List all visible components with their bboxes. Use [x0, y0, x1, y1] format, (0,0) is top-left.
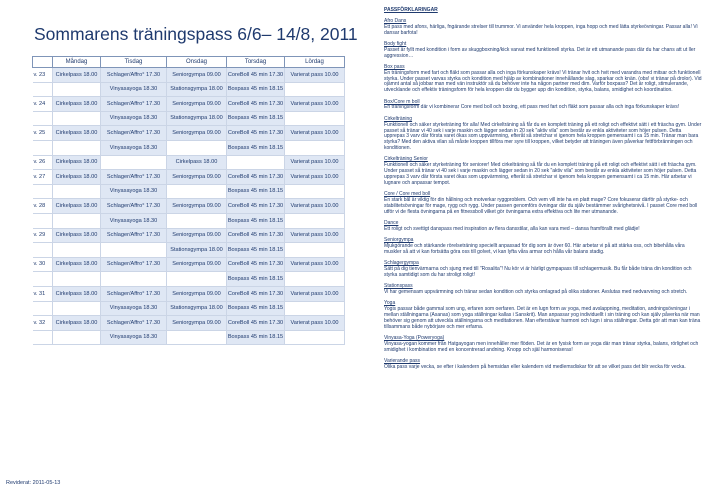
section-body: Funktionell och säker styrketräning för alla! Med cirkelträning så får du en komplett träning på ett roligt och effektivt sätt i ett fräscha gym. Under passet så tränar vi 40 sek i varje maskin och lägger sedan in 20 sek "aktiv vila" som består av enkla aktiviteter som höjer pulsen. Detta upprepas 3 varv där första varet ökas som uppvärmning, efteråt så stretchar vi igenom hela kroppen gemensamt i ca 15 min. Tränar man bara styrka? Med den aktiva vilan så måste kroppen tillföra mer syre till kroppen, vilket betyder att träningen även påverkar fettförbränningen och konditionen.	[384, 121, 702, 152]
class-cell: CoreBoll 45 min 17.30	[227, 170, 285, 185]
empty-cell	[53, 301, 101, 316]
empty-cell	[101, 243, 167, 258]
header-day: Onsdag	[167, 57, 227, 68]
class-cell: CoreBoll 45 min 17.30	[227, 286, 285, 301]
class-cell: CoreBoll 45 min 17.30	[227, 199, 285, 214]
description-section	[384, 157, 702, 186]
section-title: Schlagergympa	[384, 260, 419, 267]
empty-cell	[53, 82, 101, 97]
empty-cell	[167, 184, 227, 199]
class-cell: Seniorgympa 09.00	[167, 316, 227, 331]
section-body: En träningsform med fart och fläkt som passar alla och inga förkunskaper krävs! Vi tränar hvit och hvit med varandra med mitsar och funktionell styrka. Under passet varvas styrka och kondition med hjälp av kombinationer innehållande slag, sparkar och knän. (obs! vi tränar på drolor). Vid ojämnt antal så jobbar man med vän instruktör så du behöver inte ha någon partner med dim. Varför boxpass? Det är roligt, stimulerande, utvecklande och effektiv träningsform för hela kroppen där du bygger upp din kondition, styrka, balans, smidighet och koordination.	[384, 69, 702, 94]
empty-cell	[167, 272, 227, 287]
class-cell: Cirkelpass 18.00	[53, 68, 101, 83]
section-body: Sätt på dig tienvärmarna och sjung med till "Rosalita"! Nu kör vi är härligt gympapass till schlagermusik. Bu får både träna din kondition och styrka samtidigt som du har stroligt roligt!	[384, 266, 692, 278]
class-cell: Seniorgympa 09.00	[167, 126, 227, 141]
class-cell: Stationsgympa 18.00	[167, 82, 227, 97]
class-cell: Varierat pass 10.00	[285, 228, 345, 243]
section-body: Ett pass med afons, härliga, fngärande strelser till trummor. Vi använder hela kroppen, inga hopp och med lätta styrkeövningar. Passar alla! Vi dansar barfota!	[384, 23, 698, 36]
description-section	[384, 65, 702, 94]
class-cell: Stationsgympa 18.00	[167, 243, 227, 258]
class-cell: Varierat pass 10.00	[285, 155, 345, 170]
week-label	[33, 330, 53, 345]
empty-cell	[53, 330, 101, 345]
description-section	[384, 336, 702, 354]
description-section	[384, 301, 702, 330]
class-cell: Boxpass 45 min 18.15	[227, 111, 285, 126]
description-section	[384, 42, 702, 60]
schedule-row	[33, 286, 345, 301]
class-cell: Schlager/Affro° 17.30	[101, 97, 167, 112]
week-label: v. 26	[33, 155, 53, 170]
section-title: Afro Dans	[384, 17, 407, 24]
empty-cell	[285, 213, 345, 228]
section-body: Vi har gemensam uppvärmning och tränar sedan kondition och styrka omlagrad på olika stationer. Avslutas med nedvarvning och stretch.	[384, 289, 688, 296]
section-body: Vinyasa-yogan kommer från Hatgayogan men innehåller mer flöden. Det är en fysisk form av yoga där man tränar styrka, balans, rörlighet och smidighet i kombination med en koncentrerad andning. Knopp och själ harmoniseras!	[384, 340, 699, 353]
empty-cell	[285, 272, 345, 287]
empty-cell	[101, 155, 167, 170]
section-body: En träningsform där vi kombinerar Core med boll och boxing, ett pass med fart och fläkt som passar alla och inga förkunskaper krävs!	[384, 104, 680, 111]
empty-cell	[285, 111, 345, 126]
empty-cell	[285, 301, 345, 316]
class-cell: Seniorgympa 09.00	[167, 286, 227, 301]
week-label: v. 30	[33, 257, 53, 272]
week-label	[33, 272, 53, 287]
schedule-row	[33, 272, 345, 287]
week-label: v. 24	[33, 97, 53, 112]
week-label: v. 25	[33, 126, 53, 141]
schedule-row	[33, 184, 345, 199]
empty-cell	[101, 272, 167, 287]
header-day: Måndag	[53, 57, 101, 68]
class-cell: Varierat pass 10.00	[285, 97, 345, 112]
class-cell: Varierat pass 10.00	[285, 316, 345, 331]
empty-cell	[285, 82, 345, 97]
class-cell: Stationsgympa 18.00	[167, 111, 227, 126]
week-label: v. 31	[33, 286, 53, 301]
schedule-row	[33, 243, 345, 258]
class-cell: Seniorgympa 09.00	[167, 199, 227, 214]
section-body: Ett roligt och svettigt danspass med inspiration av flera dansstilar, alla kan vara med – dansa framförallt med glädje!	[384, 225, 640, 232]
header-day: Tisdag	[101, 57, 167, 68]
revision-date: Reviderat: 2011-05-13	[6, 480, 61, 486]
class-cell: Schlager/Affro° 17.30	[101, 68, 167, 83]
empty-cell	[167, 330, 227, 345]
empty-cell	[167, 213, 227, 228]
section-title: Vinyasa-Yoga (Poweryoga)	[384, 335, 445, 342]
header-day: Torsdag	[227, 57, 285, 68]
class-cell: Boxpass 45 min 18.15	[227, 140, 285, 155]
class-cell: Boxpass 45 min 18.15	[227, 243, 285, 258]
schedule-table	[32, 56, 345, 345]
class-cell: Schlager/Affro° 17.30	[101, 170, 167, 185]
empty-cell	[53, 140, 101, 155]
class-cell: Varierat pass 10.00	[285, 170, 345, 185]
schedule-row	[33, 213, 345, 228]
page-title: Sommarens träningspass 6/6– 14/8, 2011	[34, 24, 358, 44]
descriptions-list	[384, 19, 702, 371]
class-cell: Vinyasayoga 18.30	[101, 330, 167, 345]
header-week	[33, 57, 53, 68]
description-section	[384, 117, 702, 152]
class-cell: Cirkelpass 18.00	[53, 126, 101, 141]
class-cell: Boxpass 45 min 18.15	[227, 82, 285, 97]
week-label: v. 27	[33, 170, 53, 185]
schedule-row	[33, 126, 345, 141]
section-title: Stationspass	[384, 283, 413, 290]
schedule-row	[33, 97, 345, 112]
empty-cell	[53, 111, 101, 126]
schedule-header-row	[33, 57, 345, 68]
week-label	[33, 82, 53, 97]
empty-cell	[285, 140, 345, 155]
class-cell: Varierat pass 10.00	[285, 199, 345, 214]
week-label	[33, 111, 53, 126]
class-cell: Schlager/Affro° 17.30	[101, 286, 167, 301]
class-cell: Boxpass 45 min 18.15	[227, 301, 285, 316]
class-cell: Cirkelpass 18.00	[53, 228, 101, 243]
section-title: Cirkelträning Senior	[384, 156, 428, 163]
class-cell: Schlager/Affro° 17.30	[101, 228, 167, 243]
section-title: Box/Core m boll	[384, 98, 420, 105]
class-cell: CoreBoll 45 min 17.30	[227, 228, 285, 243]
class-cell: Vinyasayoga 18.30	[101, 184, 167, 199]
class-cell: CoreBoll 45 min 17.30	[227, 97, 285, 112]
empty-cell	[285, 184, 345, 199]
section-title: Varierande pass	[384, 358, 421, 365]
description-section	[384, 261, 702, 279]
class-cell: Vinyasayoga 18.30	[101, 111, 167, 126]
class-cell: Varierat pass 10.00	[285, 126, 345, 141]
empty-cell	[53, 213, 101, 228]
class-cell: Cirkelpass 18.00	[53, 199, 101, 214]
empty-cell	[53, 272, 101, 287]
description-section	[384, 100, 702, 112]
section-title: Cirkelträning	[384, 115, 413, 122]
schedule-row	[33, 140, 345, 155]
description-section	[384, 238, 702, 256]
week-label: v. 23	[33, 68, 53, 83]
schedule-row	[33, 257, 345, 272]
header-day: Lördag	[285, 57, 345, 68]
class-cell: CoreBoll 45 min 17.30	[227, 257, 285, 272]
class-cell: Vinyasayoga 18.30	[101, 82, 167, 97]
week-label	[33, 301, 53, 316]
class-cell: Cirkelpass 18.00	[167, 155, 227, 170]
description-section	[384, 284, 702, 296]
section-body: Yogis passar både gammal som ung, erfaren som oerfaren. Det är en lugn form av yoga, med avslappning, meditation, andningsövningar i mellan ställningarna (Asanas) som yoga ställningar kallas i Sanskrit). Man anpassar yog individuellt i sin träning och kan själv påverka när man behöver sig genom att utveckla ställningarna och meditationen. Man efterstävar harmoni och lugn i sina ställningar. Detta gör att man kan träna tillsammans både nybörjare och mer erfarna.	[384, 306, 701, 330]
class-cell: Cirkelpass 18.00	[53, 170, 101, 185]
schedule-row	[33, 301, 345, 316]
empty-cell	[227, 155, 285, 170]
schedule-row	[33, 111, 345, 126]
class-cell: Seniorgympa 09.00	[167, 228, 227, 243]
class-cell: Vinyasayoga 18.30	[101, 140, 167, 155]
schedule-row	[33, 228, 345, 243]
section-body: Passet är fyllt med kondition i form av skuggboxning/kick varvat med funktionell styrka. Det är ett utmanande pass där du har chans att ut ller aggression…	[384, 46, 696, 59]
class-cell: Varierat pass 10.00	[285, 286, 345, 301]
schedule-row	[33, 330, 345, 345]
week-label: v. 32	[33, 316, 53, 331]
class-cell: Cirkelpass 18.00	[53, 286, 101, 301]
section-title: Dance	[384, 219, 399, 226]
description-section	[384, 221, 702, 233]
class-cell: Cirkelpass 18.00	[53, 155, 101, 170]
class-cell: Boxpass 45 min 18.15	[227, 213, 285, 228]
section-body: En stark bål är viktig för din hållning och motverkar ryggproblem. Och vem vill inte ha en platt mage? Core fokuserar därför på styrke- och stabilitetsövningar för mage, rygg och rygg. Under passen genomförs övningar där du själv bestämmer svårighetsnivå. I passet Core med boll utför vi de flesta övningarna på en fitnessboll vilket gör övningarna extra effektiva och lite mer utmanande.	[384, 196, 698, 215]
section-body: Funktionell och säker styrketräning för seniorer! Med cirkelträning så får du en komplett träning på ett roligt och effektivt sätt i ett fräscha gym. Under passet så tränar vi 40 sek i varje maskin och lägger sedan in 20 sek "aktiv vila" som består av enkla aktiviteter som höjer pulsen. Detta upprepas 3 varv där första varet ökas som uppvärmning, efteråt så stretchar vi igenom hela kroppen gemensamt i ca 15 min. Här arbetar vi lugnare och anpassar tempot.	[384, 162, 697, 186]
schedule-row	[33, 155, 345, 170]
class-cell: Boxpass 45 min 18.15	[227, 330, 285, 345]
class-cell: Boxpass 45 min 18.15	[227, 272, 285, 287]
empty-cell	[167, 140, 227, 155]
week-label	[33, 213, 53, 228]
class-cell: Seniorgympa 09.00	[167, 170, 227, 185]
class-cell: Stationsgympa 18.00	[167, 301, 227, 316]
week-label	[33, 243, 53, 258]
empty-cell	[53, 184, 101, 199]
section-title: Box pass	[384, 63, 405, 70]
schedule-body	[33, 68, 345, 345]
description-section	[384, 192, 702, 215]
class-cell: Cirkelpass 18.00	[53, 257, 101, 272]
week-label: v. 28	[33, 199, 53, 214]
class-cell: Schlager/Affro° 17.30	[101, 316, 167, 331]
class-cell: Seniorgympa 09.00	[167, 68, 227, 83]
empty-cell	[285, 330, 345, 345]
class-cell: CoreBoll 45 min 17.30	[227, 68, 285, 83]
class-descriptions	[384, 8, 702, 376]
schedule-row	[33, 68, 345, 83]
section-title: Core / Core med boll	[384, 191, 431, 198]
class-cell: Seniorgympa 09.00	[167, 257, 227, 272]
schedule-row	[33, 82, 345, 97]
schedule-row	[33, 316, 345, 331]
class-cell: CoreBoll 45 min 17.30	[227, 316, 285, 331]
description-section	[384, 19, 702, 37]
class-cell: Schlager/Affro° 17.30	[101, 199, 167, 214]
class-cell: Schlager/Affro° 17.30	[101, 126, 167, 141]
schedule-row	[33, 170, 345, 185]
section-body: Olika pass varje vecka, se efter i kalendern på hemsidan eller kalendern vid medlemsdiskar för att se vilket pass det blir vecka för vecka.	[384, 364, 686, 370]
week-label	[33, 184, 53, 199]
descriptions-heading: PASSFÖRKLARINGAR	[384, 7, 438, 13]
class-cell: Boxpass 45 min 18.15	[227, 184, 285, 199]
week-label	[33, 140, 53, 155]
class-cell: Vinyasayoga 18.30	[101, 301, 167, 316]
description-section	[384, 359, 702, 371]
class-cell: Cirkelpass 18.00	[53, 316, 101, 331]
class-cell: Varierat pass 10.00	[285, 257, 345, 272]
class-cell: Varierat pass 10.00	[285, 68, 345, 83]
section-title: Yoga	[384, 300, 396, 307]
class-cell: Cirkelpass 18.00	[53, 97, 101, 112]
empty-cell	[285, 243, 345, 258]
schedule-row	[33, 199, 345, 214]
section-body: Mjukgörande och stärkande rörelseträning speciellt anpassad för dig som är över 60. Här arbetar vi på att stärka oss, och bibehålla våra muskler så att vi kan fortsätta göra oss till golvet, vi kan lyfta våra armar och hålla vår balans stadig.	[384, 243, 685, 255]
class-cell: CoreBoll 45 min 17.30	[227, 126, 285, 141]
class-cell: Seniorgympa 09.00	[167, 97, 227, 112]
week-label: v. 29	[33, 228, 53, 243]
empty-cell	[53, 243, 101, 258]
section-title: Body fight	[384, 40, 407, 47]
class-cell: Vinyasayoga 18.30	[101, 213, 167, 228]
class-cell: Schlager/Affro° 17.30	[101, 257, 167, 272]
section-title: Seniorgympa	[384, 237, 414, 244]
